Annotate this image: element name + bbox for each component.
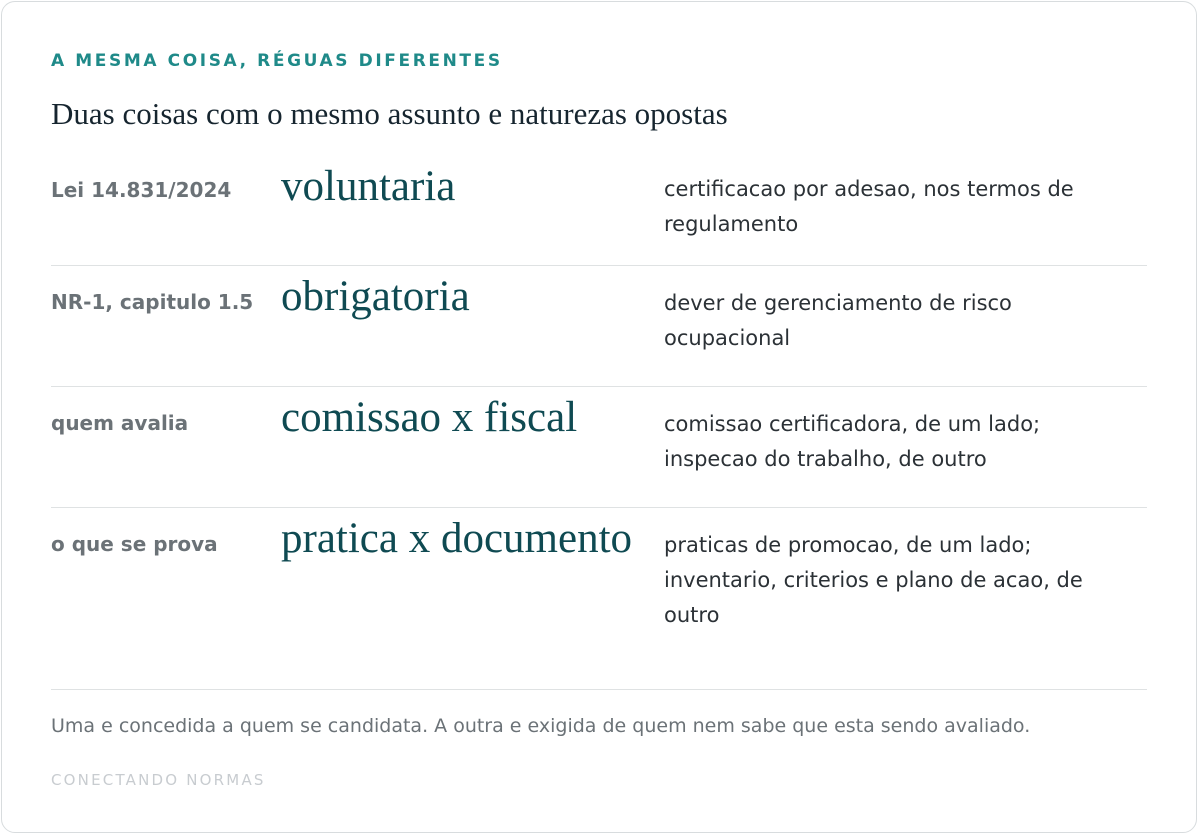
row-label: o que se prova xyxy=(51,532,218,556)
row-description: praticas de promocao, de um lado; inventario, criterios e plano de acao, de outro xyxy=(664,533,1083,627)
comparison-row xyxy=(51,508,1147,690)
row-value: obrigatoria xyxy=(281,273,470,320)
row-label: quem avalia xyxy=(51,411,189,435)
kicker-label: A MESMA COISA, RÉGUAS DIFERENTES xyxy=(51,51,503,71)
row-value: voluntaria xyxy=(281,163,456,210)
comparison-card xyxy=(1,1,1197,833)
comparison-table xyxy=(51,154,1147,690)
card-title: Duas coisas com o mesmo assunto e naturezas opostas xyxy=(51,96,728,131)
comparison-row xyxy=(51,266,1147,387)
comparison-row xyxy=(51,387,1147,508)
comparison-row xyxy=(51,154,1147,266)
row-description: dever de gerenciamento de risco ocupacional xyxy=(664,291,1012,350)
row-label: NR-1, capitulo 1.5 xyxy=(51,290,254,314)
row-description: comissao certificadora, de um lado; inspecao do trabalho, de outro xyxy=(664,412,1041,471)
brand-label: CONECTANDO NORMAS xyxy=(51,771,266,789)
row-value: pratica x documento xyxy=(281,515,633,562)
row-description: certificacao por adesao, nos termos de regulamento xyxy=(664,177,1074,236)
row-label: Lei 14.831/2024 xyxy=(51,178,232,202)
row-value: comissao x fiscal xyxy=(281,394,578,441)
footnote: Uma e concedida a quem se candidata. A outra e exigida de quem nem sabe que esta sendo avaliado. xyxy=(51,715,1031,737)
